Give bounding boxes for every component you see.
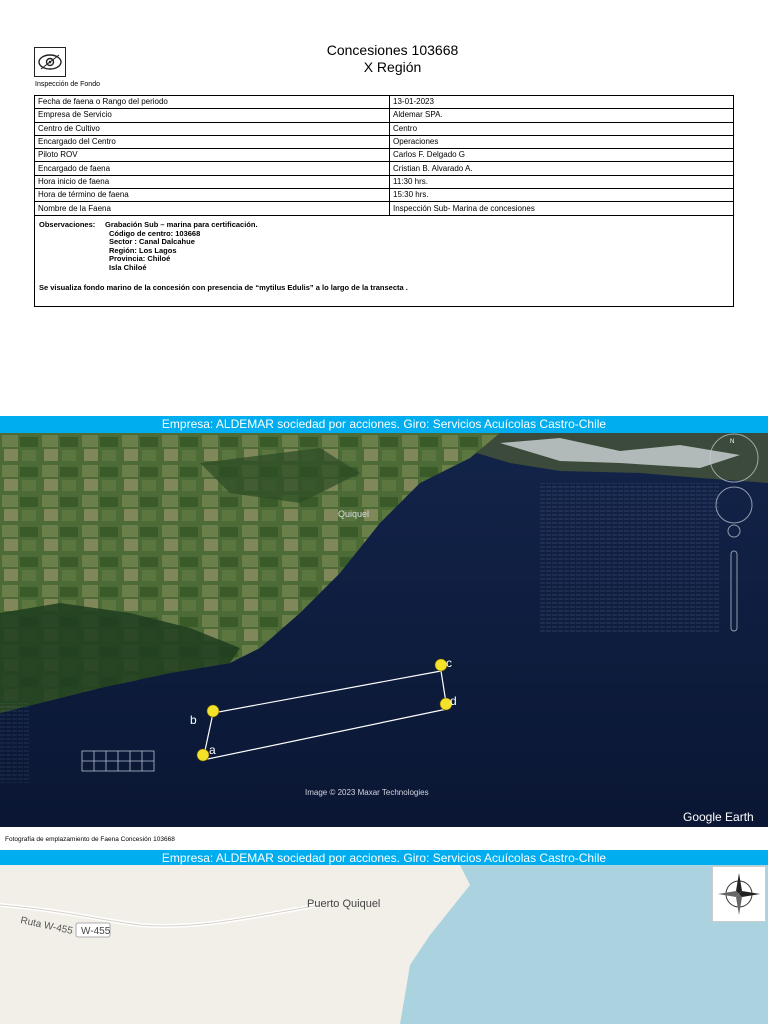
- subtitle: Inspección de Fondo: [35, 81, 100, 88]
- observations-line: Grabación Sub – marina para certificación.: [105, 220, 258, 229]
- compass-rose: [712, 866, 766, 922]
- row-value: Aldemar SPA.: [390, 109, 734, 122]
- row-label: Empresa de Servicio: [35, 109, 390, 122]
- title-line-2: X Región: [363, 59, 422, 75]
- table-row: [35, 202, 734, 215]
- row-value: Operaciones: [390, 135, 734, 148]
- pin-label: d: [450, 694, 457, 708]
- satellite-image: [0, 433, 768, 827]
- row-label: Fecha de faena o Rango del periodo: [35, 96, 390, 109]
- pin-label: b: [190, 713, 197, 727]
- table-row: [35, 162, 734, 175]
- observations-line: Sector : Canal Dalcahue: [109, 237, 195, 247]
- table-row: [35, 109, 734, 122]
- info-table: [34, 95, 734, 216]
- road-shield-label: W-455: [81, 926, 111, 937]
- observations-line: Provincia: Chiloé: [109, 254, 171, 264]
- row-label: Centro de Cultivo: [35, 122, 390, 135]
- observations-line: Isla Chiloé: [109, 262, 147, 272]
- svg-text:N: N: [730, 439, 735, 445]
- image-credit: Image © 2023 Maxar Technologies: [305, 788, 429, 797]
- compass-icon: [717, 871, 761, 917]
- map-place-label: Puerto Quiquel: [307, 898, 381, 910]
- company-banner: Empresa: ALDEMAR sociedad por acciones. Giro: Servicios Acuícolas Castro-Chile: [0, 850, 768, 867]
- observations-summary: Se visualiza fondo marino de la concesión con presencia de “mytilus Edulis” a lo largo de la transecta .: [39, 282, 408, 292]
- observations-label: Observaciones:: [39, 220, 96, 229]
- road-label: Ruta W-455: [19, 915, 74, 937]
- title-line-1: Concesiones 103668: [326, 42, 459, 58]
- map-view[interactable]: [0, 865, 768, 1024]
- table-row: [35, 135, 734, 148]
- row-label: Hora inicio de faena: [35, 175, 390, 188]
- google-earth-logo: Google Earth: [683, 810, 754, 824]
- row-value: Carlos F. Delgado G: [390, 149, 734, 162]
- pin-label: c: [446, 656, 452, 670]
- logo: [34, 47, 66, 77]
- company-banner: Empresa: ALDEMAR sociedad por acciones. Giro: Servicios Acuícolas Castro-Chile: [0, 416, 768, 433]
- row-label: Piloto ROV: [35, 149, 390, 162]
- page-title: [300, 42, 485, 76]
- table-row: [35, 96, 734, 109]
- row-value: Cristian B. Alvarado A.: [390, 162, 734, 175]
- row-value: Inspección Sub- Marina de concesiones: [390, 202, 734, 215]
- place-label: Quiquel: [338, 509, 370, 519]
- eye-icon: [37, 51, 63, 73]
- row-value: 11:30 hrs.: [390, 175, 734, 188]
- row-label: Encargado del Centro: [35, 135, 390, 148]
- observations-line: Código de centro: 103668: [109, 228, 201, 238]
- table-row: [35, 189, 734, 202]
- observations-box: [34, 216, 734, 307]
- photo-caption: Fotografía de emplazamiento de Faena Concesión 103668: [5, 836, 175, 843]
- table-row: [35, 122, 734, 135]
- row-value: 13-01-2023: [390, 96, 734, 109]
- row-label: Encargado de faena: [35, 162, 390, 175]
- observations-line: Región: Los Lagos: [109, 245, 177, 255]
- pin-label: a: [209, 743, 216, 757]
- row-value: Centro: [390, 122, 734, 135]
- row-value: 15:30 hrs.: [390, 189, 734, 202]
- table-row: [35, 149, 734, 162]
- row-label: Hora de término de faena: [35, 189, 390, 202]
- table-row: [35, 175, 734, 188]
- row-label: Nombre de la Faena: [35, 202, 390, 215]
